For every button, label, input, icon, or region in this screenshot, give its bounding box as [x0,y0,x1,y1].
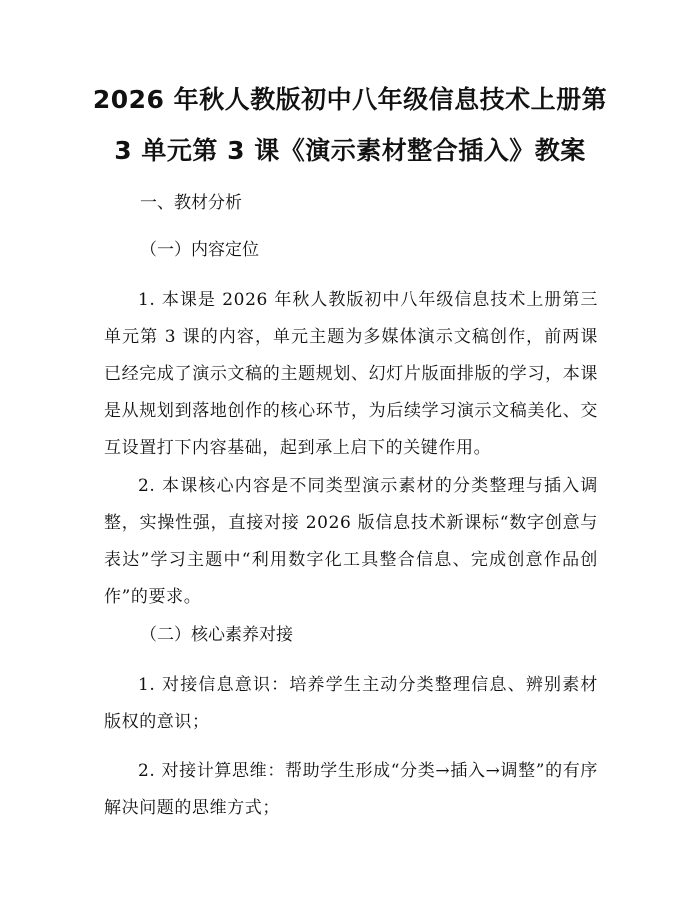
section-heading-textbook-analysis: 一、教材分析 [140,193,242,213]
paragraph-core-literacy-1: 1. 对接信息意识：培养学生主动分类整理信息、辨别素材版权的意识； [104,675,598,732]
document-title-line-2: 3 单元第 3 课《演示素材整合插入》教案 [114,136,586,165]
paragraph-content-positioning-1: 1. 本课是 2026 年秋人教版初中八年级信息技术上册第三单元第 3 课的内容，单元主题为多媒体演示文稿创作，前两课已经完成了演示文稿的主题规划、幻灯片版面排版的学习，本课是从规划到落地创作的核心环节，为后续学习演示文稿美化、交互设置打下内容基础，起到承上启下的关键作用。 [104,290,598,458]
paragraph-content-positioning-2: 2. 本课核心内容是不同类型演示素材的分类整理与插入调整，实操性强，直接对接 2026 版信息技术新课标“数字创意与表达”学习主题中“利用数字化工具整合信息、完成创意作品创作”的要求。 [104,476,598,607]
document-title-line-1: 2026 年秋人教版初中八年级信息技术上册第 [92,85,608,114]
subsection-heading-content-positioning: （一）内容定位 [140,240,259,260]
subsection-heading-core-literacy: （二）核心素养对接 [140,625,293,645]
paragraph-core-literacy-2: 2. 对接计算思维：帮助学生形成“分类→插入→调整”的有序解决问题的思维方式； [104,761,598,818]
